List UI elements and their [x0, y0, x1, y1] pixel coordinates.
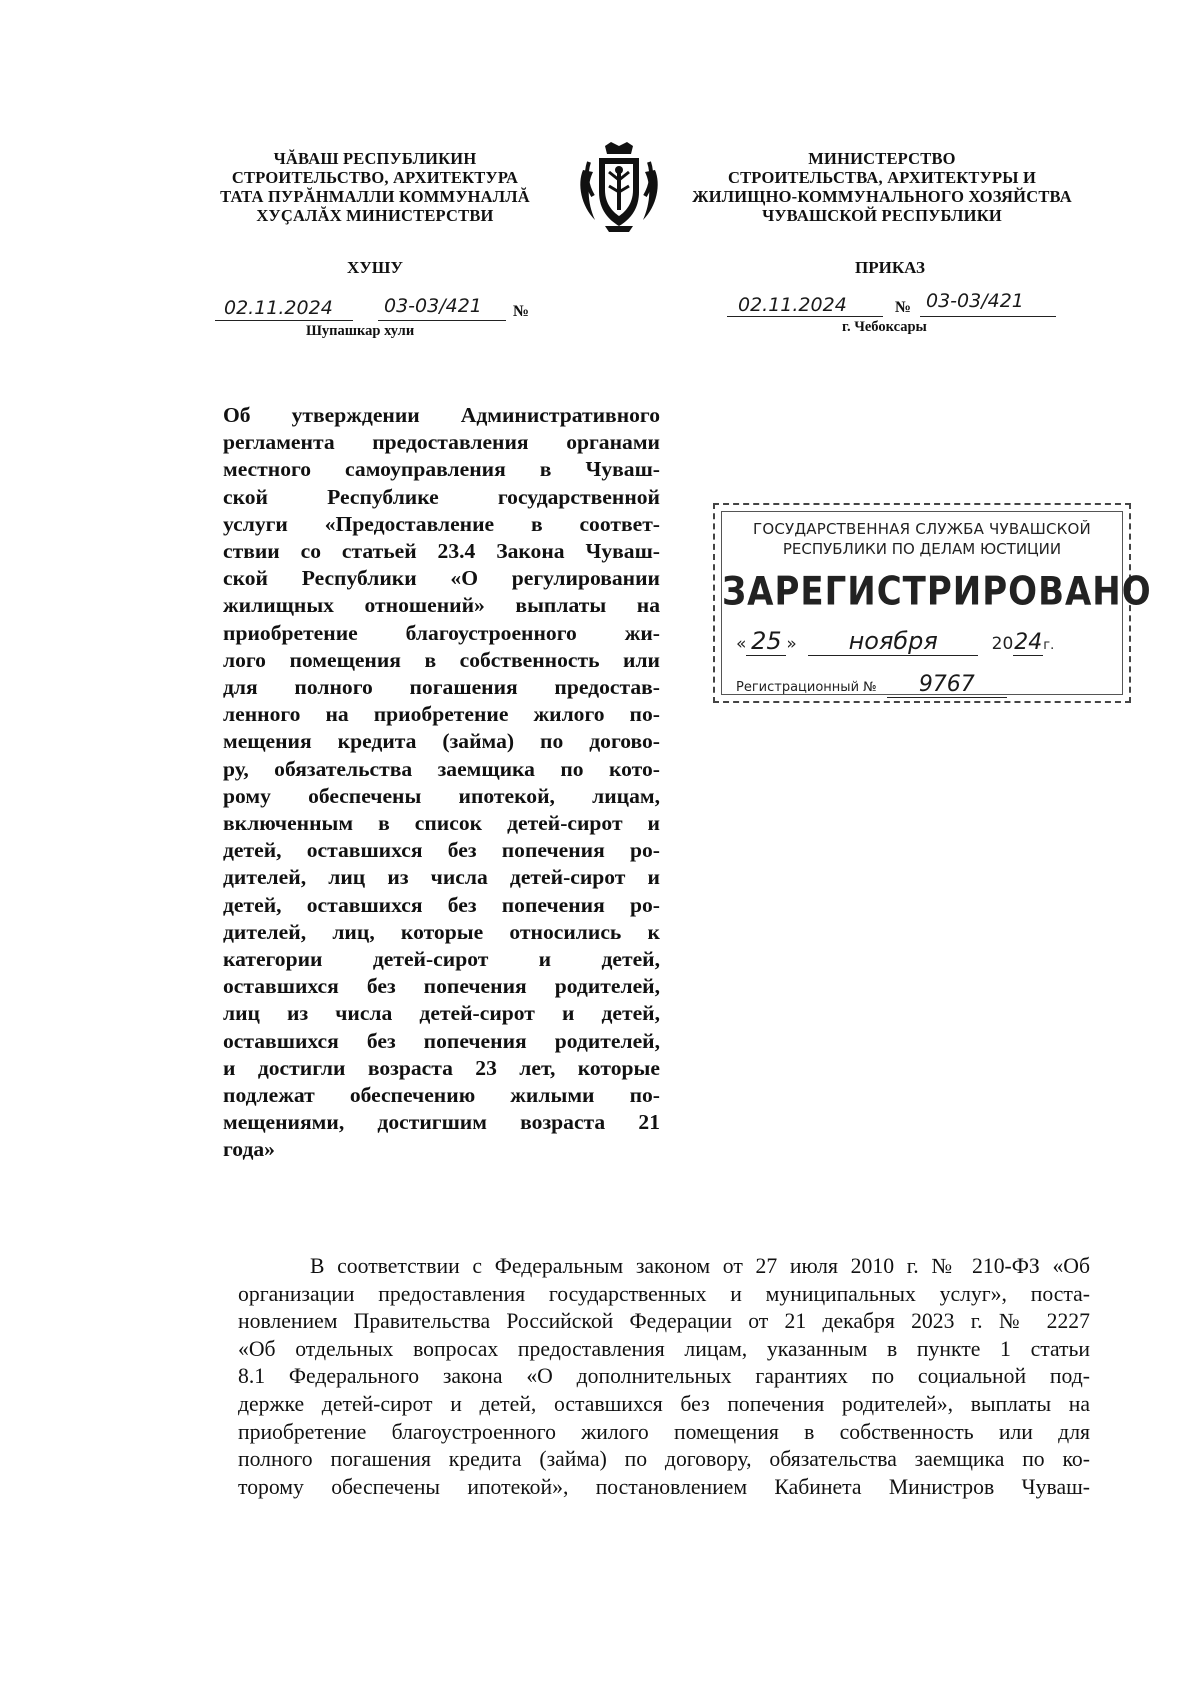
title-line: Об утверждении Административного: [223, 403, 660, 427]
title-line: мещения кредита (займа) по догово-: [223, 729, 660, 754]
document-title: [223, 402, 660, 1164]
title-line: включенным в список детей-сирот и: [223, 811, 660, 836]
right-no-sign: №: [895, 299, 912, 316]
stamp-year-prefix: 20: [991, 634, 1014, 654]
body-paragraph: [238, 1253, 1090, 1501]
title-line: ру, обязательства заемщика по кото-: [223, 756, 660, 781]
header-right-line: СТРОИТЕЛЬСТВА, АРХИТЕКТУРЫ И: [727, 168, 1036, 187]
title-line: оставшихся без попечения родителей,: [223, 1028, 660, 1053]
title-line: ленного на приобретение жилого по-: [223, 702, 660, 727]
body-line: «Об отдельных вопросах предоставления лицам, указанным в пункте 1 статьи: [238, 1336, 1090, 1361]
title-line: категории детей-сирот и детей,: [223, 947, 660, 972]
header-right-line: ЖИЛИЩНО-КОММУНАЛЬНОГО ХОЗЯЙСТВА: [692, 187, 1072, 206]
title-line: года»: [223, 1137, 275, 1162]
header-right-doc-word: ПРИКАЗ: [855, 258, 925, 277]
left-number: 03-03/421: [384, 295, 482, 317]
body-line: полного погашения кредита (займа) по договору, обязательства заемщика по ко-: [238, 1447, 1090, 1472]
title-line: ствии со статьей 23.4 Закона Чуваш-: [223, 539, 660, 564]
right-number-underline: [920, 316, 1056, 317]
title-line: для полного погашения предостав-: [223, 675, 660, 700]
stamp-registered: ЗАРЕГИСТРИРОВАНО: [722, 569, 1152, 615]
title-line: приобретение благоустроенного жи-: [223, 620, 660, 645]
title-line: дителей, лиц, которые относились к: [223, 919, 660, 944]
body-line: торому обеспечены ипотекой», постановлением Кабинета Министров Чуваш-: [238, 1474, 1090, 1499]
body-line: новлением Правительства Российской Федерации от 21 декабря 2023 г. № 2227: [238, 1309, 1090, 1334]
header-left-line: ЧĂВАШ РЕСПУБЛИКИН: [273, 149, 477, 168]
title-line: лиц из числа детей-сирот и детей,: [223, 1001, 660, 1026]
stamp-date: [736, 627, 1054, 656]
title-line: ской Республике государственной: [223, 484, 660, 509]
header-left: [190, 149, 560, 225]
stamp-registration: [736, 672, 1007, 698]
stamp-quote-close: »: [786, 634, 797, 654]
stamp-frame: [721, 511, 1152, 697]
title-line: ской Республики «О регулировании: [223, 566, 660, 591]
header-right-line: ЧУВАШСКОЙ РЕСПУБЛИКИ: [762, 206, 1002, 225]
right-date-underline: [727, 316, 883, 317]
body-line: организации предоставления государственных и муниципальных услуг», поста-: [238, 1281, 1090, 1306]
title-line: жилищных отношений» выплаты на: [223, 593, 660, 618]
right-date: 02.11.2024: [738, 294, 847, 316]
stamp-year-suffix: 24: [1014, 630, 1043, 655]
title-line: местного самоуправления в Чуваш-: [223, 457, 660, 482]
body-line: В соответствии с Федеральным законом от 27 июля 2010 г. № 210-ФЗ «Об: [310, 1254, 1090, 1278]
title-line: детей, оставшихся без попечения ро-: [223, 838, 660, 863]
title-line: услуги «Предоставление в соответ-: [223, 511, 660, 536]
stamp-reg-number: 9767: [887, 672, 1007, 698]
header-left-line: СТРОИТЕЛЬСТВО, АРХИТЕКТУРА: [231, 168, 519, 187]
stamp-day: 25: [746, 627, 786, 656]
title-line: подлежат обеспечению жилыми по-: [223, 1083, 660, 1108]
emblem-icon: [575, 140, 663, 234]
title-line: мещениями, достигшим возраста 21: [223, 1110, 660, 1135]
coat-of-arms: [575, 140, 663, 234]
title-line: лого помещения в собственность или: [223, 647, 660, 672]
title-line: и достигли возраста 23 лет, которые: [223, 1055, 660, 1080]
stamp-line-1: ГОСУДАРСТВЕННАЯ СЛУЖБА ЧУВАШСКОЙ: [753, 520, 1091, 538]
stamp-reg-label: Регистрационный №: [736, 680, 877, 695]
registration-stamp: [713, 503, 1152, 703]
left-no-sign: №: [513, 303, 530, 320]
left-date-underline: [215, 320, 353, 321]
body-line: держке детей-сирот и детей, оставшихся без попечения родителей», выплаты на: [238, 1391, 1090, 1416]
header-left-line: ТАТА ПУРĂНМАЛЛИ КОММУНАЛЛĂ: [220, 187, 530, 206]
header-right-line: МИНИСТЕРСТВО: [808, 149, 956, 168]
title-line: дителей, лиц из числа детей-сирот и: [223, 865, 660, 890]
title-line: детей, оставшихся без попечения ро-: [223, 892, 660, 917]
body-line: приобретение благоустроенного жилого помещения в собственность или для: [238, 1419, 1090, 1444]
right-number: 03-03/421: [926, 290, 1024, 312]
left-place: Шупашкар хули: [306, 323, 415, 339]
right-place: г. Чебоксары: [842, 319, 927, 335]
header-right: [662, 149, 1102, 225]
left-number-underline: [378, 320, 506, 321]
body-line: 8.1 Федерального закона «О дополнительных гарантиях по социальной под-: [238, 1364, 1090, 1389]
stamp-line-2: РЕСПУБЛИКИ ПО ДЕЛАМ ЮСТИЦИИ: [782, 540, 1062, 558]
stamp-year-unit: г.: [1043, 638, 1055, 653]
header-left-line: ХУҪАЛĂХ МИНИСТЕРСТВИ: [256, 206, 494, 225]
title-line: оставшихся без попечения родителей,: [223, 974, 660, 999]
title-line: рому обеспечены ипотекой, лицам,: [223, 783, 660, 808]
stamp-quote-open: «: [736, 634, 747, 654]
header-left-doc-word: ХУШУ: [347, 258, 403, 277]
left-date: 02.11.2024: [224, 297, 333, 319]
stamp-month: ноября: [808, 627, 978, 656]
title-line: регламента предоставления органами: [223, 430, 660, 455]
